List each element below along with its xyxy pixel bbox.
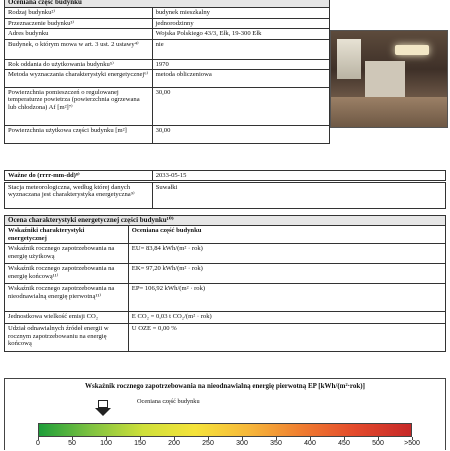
- station-label: Stacja meteorologiczna, według której danych wyznaczana jest charakterystyka energetyczna⁹⁾: [5, 183, 153, 209]
- scale-tick-label: >500: [404, 440, 420, 447]
- scale-tick-label: 0: [36, 440, 40, 447]
- scale-tick-label: 350: [270, 440, 282, 447]
- scale-ticks: [5, 437, 445, 451]
- art3-label: Budynek, o którym mowa w art. 3 ust. 2 ustawy⁴⁾: [5, 39, 153, 59]
- station-value: Suwałki: [152, 183, 445, 209]
- ep-label: Wskaźnik rocznego zapotrzebowania na nieodnawialną energię pierwotną¹¹⁾: [5, 284, 129, 312]
- assessment-table: [4, 215, 446, 352]
- heated-area-label: Powierzchnia pomieszczeń o regulowanej temperaturze powietrza (powierzchnia ogrzewana lub chłodzona) Af [m²]⁷⁾: [5, 88, 153, 126]
- address-value: Wojska Polskiego 43/3, Ełk, 19-300 Ełk: [152, 29, 329, 39]
- marker-label: Oceniana część budynku: [137, 398, 200, 405]
- validity-table: [4, 170, 446, 181]
- eu-label: Wskaźnik rocznego zapotrzebowania na energię użytkową: [5, 244, 129, 264]
- scale-tick-label: 300: [236, 440, 248, 447]
- ek-value: EK= 97,20 kWh/(m² · rok): [128, 264, 445, 284]
- valid-until-label: Ważne do (rrrr-mm-dd)⁸⁾: [5, 171, 153, 181]
- method-value: metoda obliczeniowa: [152, 70, 329, 88]
- building-section-title: Oceniana część budynku: [5, 0, 330, 8]
- scale-tick-label: 150: [134, 440, 146, 447]
- building-purpose-label: Przeznaczenie budynku³⁾: [5, 18, 153, 28]
- year-label: Rok oddania do użytkowania budynku⁵⁾: [5, 59, 153, 69]
- scale-tick-label: 100: [100, 440, 112, 447]
- scale-title: Wskaźnik rocznego zapotrzebowania na nieodnawialną energię pierwotną EP [kWh/(m²·rok)]: [85, 382, 365, 390]
- art3-value: nie: [152, 39, 329, 59]
- year-value: 1970: [152, 59, 329, 69]
- co2-value: E CO₂ = 0,03 t CO₂/(m² · rok): [128, 312, 445, 324]
- oze-label: Udział odnawialnych źródeł energii w rocznym zapotrzebowaniu na energię końcową: [5, 324, 129, 352]
- assessment-title: Ocena charakterystyki energetycznej części budynku¹⁰⁾: [5, 216, 446, 226]
- eu-value: EU= 83,84 kWh/(m² · rok): [128, 244, 445, 264]
- building-purpose-value: jednorodzinny: [152, 18, 329, 28]
- building-table: [4, 0, 330, 144]
- ek-label: Wskaźnik rocznego zapotrzebowania na energię końcową¹¹⁾: [5, 264, 129, 284]
- scale-tick-label: 400: [304, 440, 316, 447]
- station-table: [4, 182, 446, 209]
- valid-until-value: 2033-05-15: [152, 171, 445, 181]
- usable-area-label: Powierzchnia użytkowa części budynku [m²]: [5, 126, 153, 144]
- building-type-value: budynek mieszkalny: [152, 8, 329, 18]
- indicator-column-header: Wskaźniki charakterystyki energetycznej: [5, 226, 129, 244]
- scale-tick-label: 200: [168, 440, 180, 447]
- rating-column-header: Oceniana część budynku: [128, 226, 445, 244]
- ep-scale: [4, 378, 446, 450]
- ep-value: EP= 106,92 kWh/(m² · rok): [128, 284, 445, 312]
- oze-value: U OZE = 0,00 %: [128, 324, 445, 352]
- building-type-label: Rodzaj budynku²⁾: [5, 8, 153, 18]
- scale-tick-label: 450: [338, 440, 350, 447]
- building-interior-photo: [330, 30, 448, 128]
- method-label: Metoda wyznaczania charakterystyki energetycznej⁶⁾: [5, 70, 153, 88]
- usable-area-value: 30,00: [152, 126, 329, 144]
- heated-area-value: 30,00: [152, 88, 329, 126]
- color-gradient-bar: [38, 423, 412, 437]
- scale-tick-label: 250: [202, 440, 214, 447]
- address-label: Adres budynku: [5, 29, 153, 39]
- co2-label: Jednostkowa wielkość emisji CO₂: [5, 312, 129, 324]
- scale-tick-label: 500: [372, 440, 384, 447]
- scale-tick-label: 50: [68, 440, 76, 447]
